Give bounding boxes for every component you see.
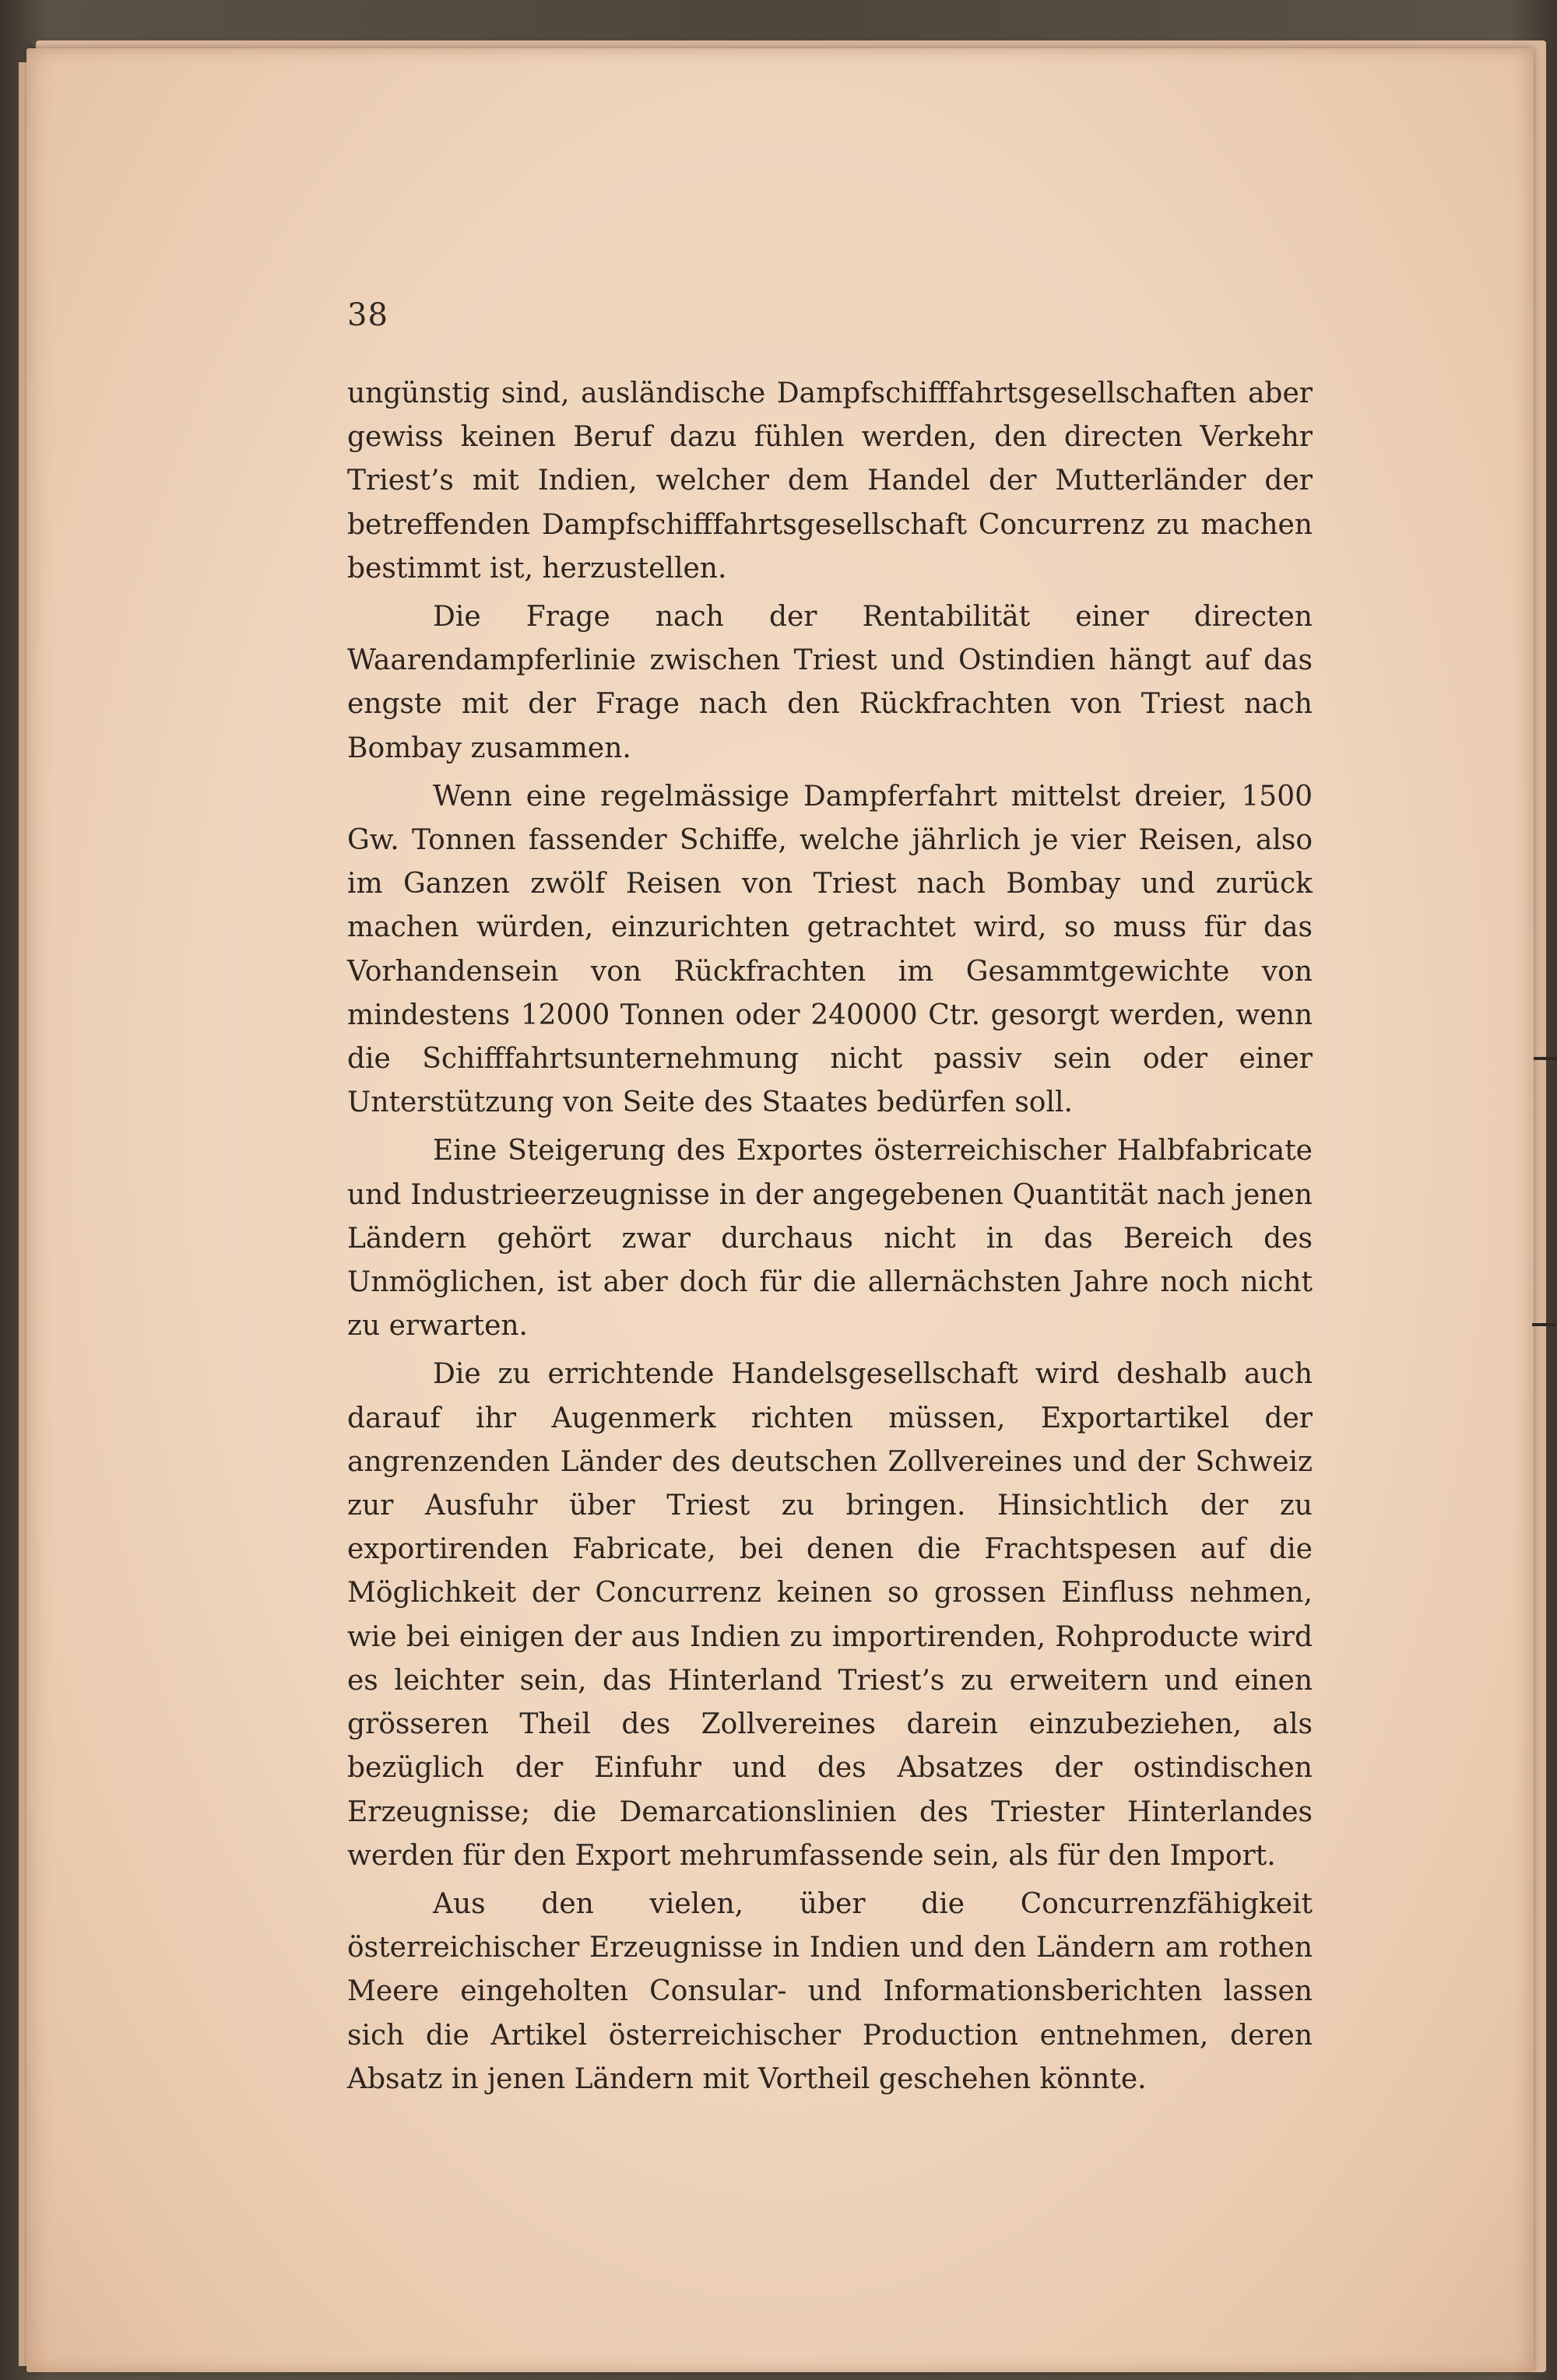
paragraph-4: Eine Steigerung des Exportes österreichischer Halbfabricate und Industrieerzeugnisse in der angegebenen Quantität nach jenen Ländern gehört zwar durchaus nicht in das Bereich des Unmöglichen, ist aber doch für die allernächsten Jahre noch nicht zu erwarten. bbox=[347, 1135, 1313, 1343]
paragraph-5: Die zu errichtende Handelsgesellschaft wird deshalb auch darauf ihr Augenmerk richten müssen, Exportartikel der angrenzenden Länder des deutschen Zollvereines und der Schweiz zur Ausfuhr über Triest zu bringen. Hinsichtlich der zu exportirenden Fabricate, bei denen die Frachtspesen auf die Möglichkeit der Concurrenz keinen so grossen Einfluss nehmen, wie bei einigen der aus Indien zu importirenden, Rohproducte wird es leichter sein, das Hinterland Triest’s zu erweitern und einen grösseren Theil des Zollvereines darein einzubeziehen, als bezüglich der Einfuhr und des Absatzes der ostindischen Erzeugnisse; die Demarcationslinien des Triester Hinterlandes werden für den Export mehrumfassende sein, als für den Import. bbox=[347, 1358, 1313, 1872]
paragraph-1: ungünstig sind, ausländische Dampfschifffahrtsgesellschaften aber gewiss keinen Beruf dazu fühlen werden, den directen Verkehr Triest’s mit Indien, welcher dem Handel der Mutterländer der betreffenden Dampfschifffahrtsgesellschaft Concurrenz zu machen bestimmt ist, herzustellen. bbox=[347, 377, 1313, 584]
page-number: 38 bbox=[347, 297, 388, 333]
paragraph-2: Die Frage nach der Rentabilität einer directen Waarendampferlinie zwischen Triest und Ostindien hängt auf das engste mit der Frage nach den Rückfrachten von Triest nach Bombay zusammen. bbox=[347, 601, 1313, 764]
paper-tear-mark bbox=[1534, 1057, 1557, 1060]
paragraph-3: Wenn eine regelmässige Dampferfahrt mittelst dreier, 1500 Gw. Tonnen fassender Schiffe, welche jährlich je vier Reisen, also im Ganzen zwölf Reisen von Triest nach Bombay und zurück machen würden, einzurichten getrachtet wird, so muss für das Vorhandensein von Rückfrachten im Gesammtgewichte von mindestens 12000 Tonnen oder 240000 Ctr. gesorgt werden, wenn die Schifffahrtsunternehmung nicht passiv sein oder einer Unterstützung von Seite des Staates bedürfen soll. bbox=[347, 780, 1313, 1119]
paragraph-6: Aus den vielen, über die Concurrenzfähigkeit österreichischer Erzeugnisse in Indien und den Ländern am rothen Meere eingeholten Consular- und Informationsberichten lassen sich die Artikel österreichischer Production entnehmen, deren Absatz in jenen Ländern mit Vortheil geschehen könnte. bbox=[347, 1887, 1313, 2095]
body-text bbox=[347, 372, 1313, 2101]
paper-tear-mark bbox=[1532, 1323, 1555, 1326]
